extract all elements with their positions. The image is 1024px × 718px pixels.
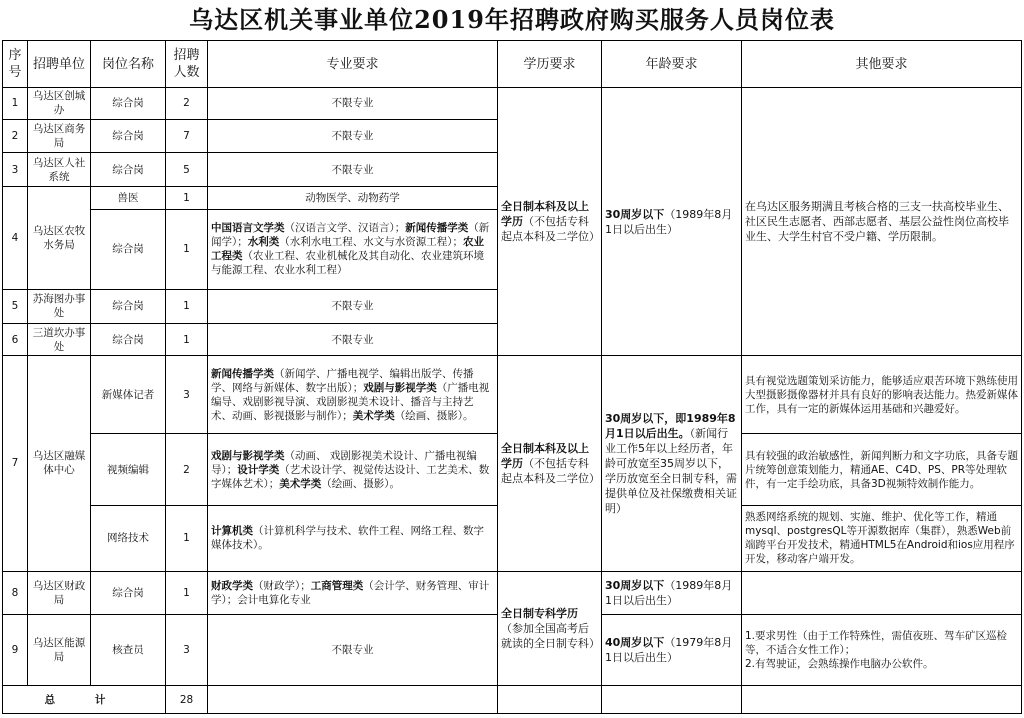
total-label: 总 计 — [3, 686, 166, 714]
cell-post: 综合岗 — [91, 119, 166, 152]
cell-major — [208, 356, 498, 434]
major-category: 美术学类 — [352, 409, 395, 422]
major-detail: （新闻学、广播电视学、编辑出版学、传播学、网络与新媒体、数字出版）； — [211, 367, 474, 394]
cell-other: 具有视觉选题策划采访能力，能够适应艰苦环境下熟练使用大型摄影摄像器材并具有良好的影响表达能力。热爱新媒体工作，具有一定的新媒体运用基础和兴趣爱好。 — [742, 356, 1022, 434]
major-category: 计算机类 — [211, 525, 253, 538]
cell-unit: 乌达区融媒体中心 — [28, 356, 91, 571]
major-category: 戏剧与影视学类 — [211, 449, 285, 462]
cell-unit: 乌达区农牧水务局 — [28, 187, 91, 289]
cell-major: 动物医学、动物药学 — [208, 187, 498, 210]
cell-seq: 7 — [3, 356, 28, 571]
cell-post: 综合岗 — [91, 152, 166, 187]
recruitment-table — [2, 40, 1022, 714]
header-edu: 学历要求 — [498, 41, 602, 88]
cell-seq: 6 — [3, 323, 28, 356]
cell-unit: 乌达区财政局 — [28, 571, 91, 614]
empty-cell — [602, 686, 742, 714]
cell-count: 1 — [166, 571, 208, 614]
major-detail: （农业工程、农业机械化及其自动化、农业建筑环境与能源工程、农业水利工程） — [211, 250, 484, 277]
major-detail: （艺术设计学、视觉传达设计、工艺美术、数字媒体艺术）； — [211, 463, 490, 490]
cell-unit: 乌达区创城办 — [28, 88, 91, 120]
cell-count: 1 — [166, 187, 208, 210]
cell-unit: 苏海图办事处 — [28, 289, 91, 323]
cell-post: 兽医 — [91, 187, 166, 210]
header-major: 专业要求 — [208, 41, 498, 88]
cell-major: 不限专业 — [208, 289, 498, 323]
age-desc: （新闻行业工作5年以上经历者，年龄可放宽至35周岁以下，学历放宽至全日制专科，需提供单位及社保缴费相关证明） — [605, 426, 737, 515]
edu-title: 全日制专科学历 — [501, 606, 578, 620]
major-detail: （会计学、财务管理、审计学）；会计电算化专业 — [211, 579, 490, 606]
major-detail: （新闻学）； — [211, 222, 490, 249]
cell-count: 3 — [166, 614, 208, 686]
major-detail: （汉语言文学、汉语言）； — [284, 222, 406, 235]
cell-post: 综合岗 — [91, 209, 166, 289]
edu-title: 全日制本科及以上学历 — [501, 200, 589, 229]
cell-unit: 乌达区能源局 — [28, 614, 91, 686]
cell-count: 7 — [166, 119, 208, 152]
cell-seq: 5 — [3, 289, 28, 323]
cell-count: 1 — [166, 289, 208, 323]
cell-seq: 9 — [3, 614, 28, 686]
cell-seq: 8 — [3, 571, 28, 614]
table-row — [3, 356, 1022, 434]
cell-post: 网络技术 — [91, 505, 166, 571]
major-category: 工商管理类 — [310, 579, 364, 592]
cell-age — [602, 614, 742, 686]
cell-major: 不限专业 — [208, 614, 498, 686]
cell-edu-group1 — [498, 88, 602, 356]
major-detail: （广播电视编导、戏剧影视导演、戏剧影视美术设计、播音与主持艺术、动画、影视摄影与制作）； — [211, 381, 490, 422]
cell-count: 2 — [166, 88, 208, 120]
major-detail: （绘画、摄影）。 — [321, 477, 400, 490]
cell-edu-group2 — [498, 356, 602, 571]
empty-cell — [208, 686, 498, 714]
cell-major: 不限专业 — [208, 88, 498, 120]
header-row — [3, 41, 1022, 88]
cell-count: 5 — [166, 152, 208, 187]
header-seq: 序号 — [3, 41, 28, 88]
edu-desc: （参加全国高考后就读的全日制专科） — [501, 621, 600, 650]
major-category: 戏剧与影视学类 — [363, 381, 437, 394]
header-other: 其他要求 — [742, 41, 1022, 88]
cell-count: 1 — [166, 323, 208, 356]
cell-major: 不限专业 — [208, 152, 498, 187]
age-title: 30周岁以下 — [605, 578, 665, 592]
header-unit: 招聘单位 — [28, 41, 91, 88]
header-count: 招聘人数 — [166, 41, 208, 88]
major-category: 新闻传播学类 — [405, 222, 469, 235]
page-title: 乌达区机关事业单位2019年招聘政府购买服务人员岗位表 — [189, 5, 835, 34]
major-category: 财政学类 — [211, 579, 253, 592]
cell-edu-group3 — [498, 571, 602, 686]
table-row — [3, 571, 1022, 614]
age-title: 40周岁以下 — [605, 635, 665, 649]
major-detail: （财政学）； — [253, 579, 311, 592]
cell-unit: 乌达区商务局 — [28, 119, 91, 152]
age-desc: （1989年8月1日以后出生） — [605, 578, 733, 607]
cell-post: 综合岗 — [91, 323, 166, 356]
cell-major — [208, 434, 498, 506]
cell-count: 1 — [166, 209, 208, 289]
cell-count: 2 — [166, 434, 208, 506]
cell-major — [208, 571, 498, 614]
cell-seq: 4 — [3, 187, 28, 289]
age-title: 30周岁以下，即1989年8月1日以后出生。 — [605, 411, 736, 440]
major-category: 水利类 — [247, 236, 280, 249]
cell-post: 视频编辑 — [91, 434, 166, 506]
total-row — [3, 686, 1022, 714]
major-detail: （水利水电工程、水文与水资源工程）； — [279, 236, 463, 249]
cell-seq: 2 — [3, 119, 28, 152]
cell-post: 综合岗 — [91, 571, 166, 614]
major-detail: （计算机科学与技术、软件工程、网络工程、数字媒体技术）。 — [211, 525, 484, 552]
cell-seq: 1 — [3, 88, 28, 120]
cell-major — [208, 209, 498, 289]
major-category: 美术学类 — [279, 477, 322, 490]
empty-cell — [498, 686, 602, 714]
major-category: 农业工程类 — [211, 236, 484, 263]
cell-post: 新媒体记者 — [91, 356, 166, 434]
cell-seq: 3 — [3, 152, 28, 187]
cell-other: 具有较强的政治敏感性，新闻判断力和文字功底，具备专题片统筹创意策划能力，精通AE、C4D、PS、PR等处理软件，有一定手绘功底，具备3D视频特效制作能力。 — [742, 434, 1022, 506]
edu-desc: （不包括专科起点本科及二学位） — [501, 456, 600, 485]
table-row — [3, 88, 1022, 120]
cell-count: 3 — [166, 356, 208, 434]
cell-major: 不限专业 — [208, 119, 498, 152]
age-desc: （1989年8月1日以后出生） — [605, 207, 733, 236]
cell-major — [208, 505, 498, 571]
cell-post: 综合岗 — [91, 88, 166, 120]
cell-other: 熟悉网络系统的规划、实施、维护、优化等工作，精通mysql、postgresQL等开源数据库（集群），熟悉Web前端跨平台开发技术，精通HTML5在Android和ios应用程序开发，移动客户端开发。 — [742, 505, 1022, 571]
empty-cell — [742, 686, 1022, 714]
header-age: 年龄要求 — [602, 41, 742, 88]
edu-title: 全日制本科及以上学历 — [501, 441, 589, 470]
cell-post: 综合岗 — [91, 289, 166, 323]
major-category: 设计学类 — [237, 463, 280, 476]
major-detail: （动画、 戏剧影视美术设计、广播电视编导）； — [211, 449, 477, 476]
edu-desc: （不包括专科起点本科及二学位） — [501, 215, 600, 244]
cell-count: 1 — [166, 505, 208, 571]
cell-unit: 乌达区人社系统 — [28, 152, 91, 187]
major-category: 中国语言文学类 — [211, 222, 285, 235]
cell-unit: 三道坎办事处 — [28, 323, 91, 356]
cell-major: 不限专业 — [208, 323, 498, 356]
total-count: 28 — [166, 686, 208, 714]
cell-other — [742, 571, 1022, 614]
cell-other: 1.要求男性（由于工作特殊性，需值夜班、驾车矿区巡检等，不适合女性工作）； 2.有驾驶证，会熟练操作电脑办公软件。 — [742, 614, 1022, 686]
cell-age — [602, 571, 742, 614]
cell-post: 核查员 — [91, 614, 166, 686]
age-title: 30周岁以下 — [605, 207, 665, 221]
major-category: 新闻传播学类 — [211, 367, 274, 380]
cell-age-group2 — [602, 356, 742, 571]
age-desc: （1979年8月1日以后出生） — [605, 635, 733, 664]
cell-age-group1 — [602, 88, 742, 356]
cell-other-group1: 在乌达区服务期满且考核合格的三支一扶高校毕业生、社区民生志愿者、西部志愿者、基层公益性岗位高校毕业生、大学生村官不受户籍、学历限制。 — [742, 88, 1022, 356]
header-post: 岗位名称 — [91, 41, 166, 88]
major-detail: （绘画、摄影）。 — [394, 409, 474, 422]
